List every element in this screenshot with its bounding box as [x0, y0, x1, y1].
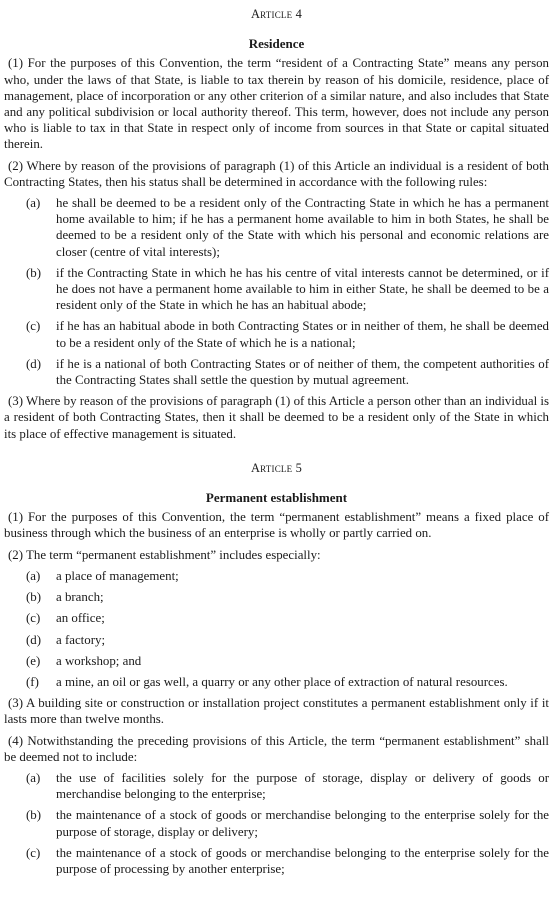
article-5-title: Permanent establishment — [205, 490, 348, 506]
article-5-paragraph-1: (1) For the purposes of this Convention, the term “permanent establishment” means a fixed place of business through which the business of an enterprise is wholly or partly carried on. — [4, 510, 549, 541]
list-item-text: a mine, an oil or gas well, a quarry or any other place of extraction of natural resources. — [56, 674, 508, 689]
list-item-text: an office; — [56, 611, 105, 626]
list-item — [4, 589, 549, 605]
list-item-label: (d) — [26, 632, 42, 647]
list-item-text: he shall be deemed to be a resident only of the Contracting State in which he has a permanent home available to him; if he has a permanent home available to him in both States, he shall be deemed to be a resident only of the State with which his personal and economic relations are closer (centre of vital interests); — [56, 196, 549, 259]
list-item — [4, 632, 549, 648]
article-5-paragraph-3: (3) A building site or construction or installation project constitutes a permanent establishment only if it lasts more than twelve months. — [4, 696, 549, 727]
list-item-label: (d) — [26, 356, 42, 371]
list-item-label: (a) — [26, 196, 41, 211]
list-item-text: the use of facilities solely for the purpose of storage, display or delivery of goods or merchandise belonging to the enterprise; — [56, 770, 549, 802]
list-item-text: the maintenance of a stock of goods or merchandise belonging to the enterprise solely for the purpose of storage, display or delivery; — [56, 808, 549, 839]
list-item-text: if he has an habitual abode in both Contracting States or in neither of them, he shall be deemed to be a resident only of the State of which he is a national; — [56, 319, 549, 350]
list-item-label: (c) — [26, 845, 41, 860]
article-4-heading: Article 4 — [251, 7, 302, 21]
list-item-text: if the Contracting State in which he has his centre of vital interests cannot be determined, or if he does not have a permanent home available to him in either State, he shall be deemed to be a resident only of the State in which he has an habitual abode; — [56, 265, 549, 313]
list-item-label: (a) — [26, 770, 41, 785]
article-4-paragraph-2: (2) Where by reason of the provisions of paragraph (1) of this Article an individual is a resident of both Contracting States, then his status shall be determined in accordance with the following rules: — [4, 158, 549, 189]
list-item-text: a place of management; — [56, 568, 179, 583]
list-item-text: a workshop; and — [56, 653, 142, 668]
article-4-paragraph-3: (3) Where by reason of the provisions of paragraph (1) of this Article a person other than an individual is a resident of both Contracting States, then it shall be deemed to be a resident only of the State in which its place of effective management is situated. — [4, 394, 549, 441]
list-item — [4, 807, 549, 839]
article-5-paragraph-2: (2) The term “permanent establishment” includes especially: — [8, 547, 321, 562]
article-5-paragraph-4: (4) Notwithstanding the preceding provisions of this Article, the term “permanent establishment” shall be deemed not to include: — [4, 733, 549, 764]
list-item — [4, 195, 549, 260]
article-4-paragraph-1: (1) For the purposes of this Convention, the term “resident of a Contracting State” means any person who, under the laws of that State, is liable to tax therein by reason of his domicile, residence, place of management, place of incorporation or any other criterion of a similar nature, and also includes that State and any political subdivision or local authority thereof. This term, however, does not include any person who is liable to tax in that State in respect only of income from sources in that State or capital situated therein. — [4, 56, 549, 152]
list-item — [4, 356, 549, 388]
list-item-label: (f) — [26, 674, 39, 689]
article-5-heading: Article 5 — [251, 460, 302, 475]
list-item-label: (c) — [26, 611, 41, 626]
list-item-label: (b) — [26, 590, 42, 605]
list-item-text: a factory; — [56, 632, 106, 647]
list-item-label: (a) — [26, 568, 41, 583]
list-item — [4, 610, 549, 626]
list-item — [4, 265, 549, 314]
list-item-label: (c) — [26, 319, 41, 334]
list-item-text: if he is a national of both Contracting States or of neither of them, the competent authorities of the Contracting States shall settle the question by mutual agreement. — [56, 356, 549, 388]
list-item — [4, 318, 549, 350]
list-item-label: (b) — [26, 808, 42, 823]
list-item — [4, 568, 549, 584]
article-4-title: Residence — [248, 36, 305, 52]
list-item — [4, 653, 549, 669]
list-item-label: (e) — [26, 653, 41, 668]
list-item — [4, 770, 549, 802]
list-item-text: a branch; — [56, 590, 104, 605]
list-item — [4, 845, 549, 877]
list-item-label: (b) — [26, 265, 42, 280]
list-item — [4, 674, 549, 690]
list-item-text: the maintenance of a stock of goods or merchandise belonging to the enterprise solely for the purpose of processing by another enterprise; — [56, 845, 549, 876]
